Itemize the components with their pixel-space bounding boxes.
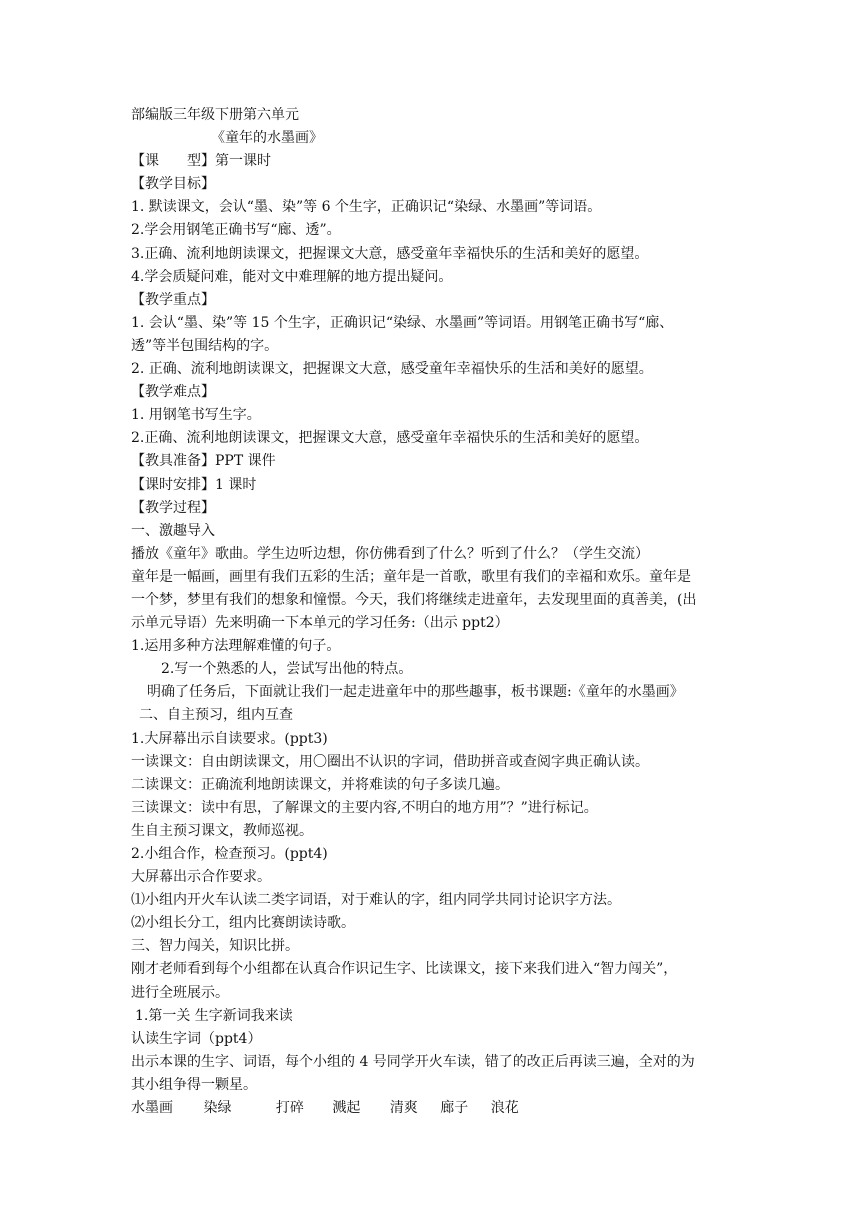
word-item: 打碎: [275, 1100, 304, 1117]
step-heading: 三、智力闯关，知识比拼。: [131, 938, 299, 955]
paragraph-line: 进行全班展示。: [131, 984, 229, 1001]
goal-item: 1. 默读课文，会认“墨、染”等 6 个生字，正确识记“染绿、水墨画”等词语。: [131, 199, 602, 216]
paragraph-line: 二读课文：正确流利地朗读课文，并将难读的句子多读几遍。: [131, 776, 509, 793]
key-point-item-continued: 透”等半包围结构的字。: [131, 337, 279, 354]
section-key-points-heading: 【教学重点】: [131, 291, 215, 308]
task-item: 1.运用多种方法理解难懂的句子。: [131, 638, 341, 655]
paragraph-line: 一个梦，梦里有我们的想象和憧憬。今天，我们将继续走进童年，去发现里面的真善美，(出: [131, 591, 697, 608]
step-heading: 一、激趣导入: [131, 522, 215, 539]
word-item: 水墨画: [131, 1100, 173, 1117]
document-body: [131, 104, 741, 1120]
paragraph-line: 三读课文：读中有思，了解课文的主要内容,不明白的地方用”？”进行标记。: [131, 799, 598, 816]
paragraph-line: ⑵小组长分工，组内比赛朗读诗歌。: [131, 915, 355, 932]
word-item: 廊子: [440, 1100, 469, 1117]
difficulty-item: 2.正确、流利地朗读课文，把握课文大意，感受童年幸福快乐的生活和美好的愿望。: [131, 430, 649, 447]
lesson-title: 《童年的水墨画》: [211, 130, 323, 147]
section-process-heading: 【教学过程】: [131, 499, 215, 516]
key-point-item: 2. 正确、流利地朗读课文，把握课文大意，感受童年幸福快乐的生活和美好的愿望。: [131, 361, 653, 378]
step-heading: 二、自主预习，组内互查: [139, 707, 293, 724]
word-item: 染绿: [203, 1100, 232, 1117]
word-item: 浪花: [490, 1100, 519, 1117]
goal-item: 4.学会质疑问难，能对文中难理解的地方提出疑问。: [131, 268, 453, 285]
unit-heading: 部编版三年级下册第六单元: [131, 107, 299, 123]
section-difficulties-heading: 【教学难点】: [131, 384, 215, 401]
paragraph-line: 2.小组合作，检查预习。(ppt4): [131, 846, 328, 862]
paragraph-line: 示单元导语）先来明确一下本单元的学习任务:（出示 ppt2）: [131, 615, 509, 632]
materials-line: 【教具准备】PPT 课件: [131, 453, 276, 470]
task-item: 2.写一个熟悉的人，尝试写出他的特点。: [161, 661, 413, 678]
section-goals-heading: 【教学目标】: [131, 176, 215, 193]
paragraph-line: 生自主预习课文，教师巡视。: [131, 822, 313, 839]
word-item: 溅起: [332, 1100, 361, 1117]
word-item: 清爽: [389, 1100, 418, 1117]
word-list: [131, 1097, 741, 1120]
paragraph-line: 童年是一幅画，画里有我们五彩的生活；童年是一首歌，歌里有我们的幸福和欢乐。童年是: [131, 568, 691, 585]
schedule-line: 【课时安排】1 课时: [131, 476, 257, 493]
key-point-item: 1. 会认“墨、染”等 15 个生字，正确识记“染绿、水墨画”等词语。用钢笔正确书写“廊、: [131, 314, 674, 331]
paragraph-line: 明确了任务后，下面就让我们一起走进童年中的那些趣事，板书课题:《童年的水墨画》: [147, 684, 684, 701]
paragraph-line: 刚才老师看到每个小组都在认真合作识记生字、比读课文，接下来我们进入“智力闯关”，: [131, 961, 678, 978]
paragraph-line: 播放《童年》歌曲。学生边听边想，你仿佛看到了什么？听到了什么？（学生交流）: [131, 545, 649, 562]
lesson-type: 【课 型】第一课时: [131, 153, 271, 170]
goal-item: 3.正确、流利地朗读课文，把握课文大意，感受童年幸福快乐的生活和美好的愿望。: [131, 245, 649, 262]
paragraph-line: 其小组争得一颗星。: [131, 1076, 257, 1093]
paragraph-line: 大屏幕出示合作要求。: [131, 869, 271, 886]
goal-item: 2.学会用钢笔正确书写“廊、透”。: [131, 222, 341, 239]
paragraph-line: 认读生字词（ppt4）: [131, 1030, 262, 1047]
paragraph-line: ⑴小组内开火车认读二类字词语，对于难认的字，组内同学共同讨论识字方法。: [131, 892, 621, 909]
paragraph-line: 1.大屏幕出示自读要求。(ppt3): [131, 730, 328, 747]
difficulty-item: 1. 用钢笔书写生字。: [131, 407, 261, 424]
level-heading: 1.第一关 生字新词我来读: [135, 1007, 293, 1024]
paragraph-line: 一读课文：自由朗读课文，用〇圈出不认识的字词，借助拼音或查阅字典正确认读。: [131, 753, 649, 770]
paragraph-line: 出示本课的生字、词语，每个小组的 4 号同学开火车读，错了的改正后再读三遍，全对的为: [131, 1053, 695, 1070]
